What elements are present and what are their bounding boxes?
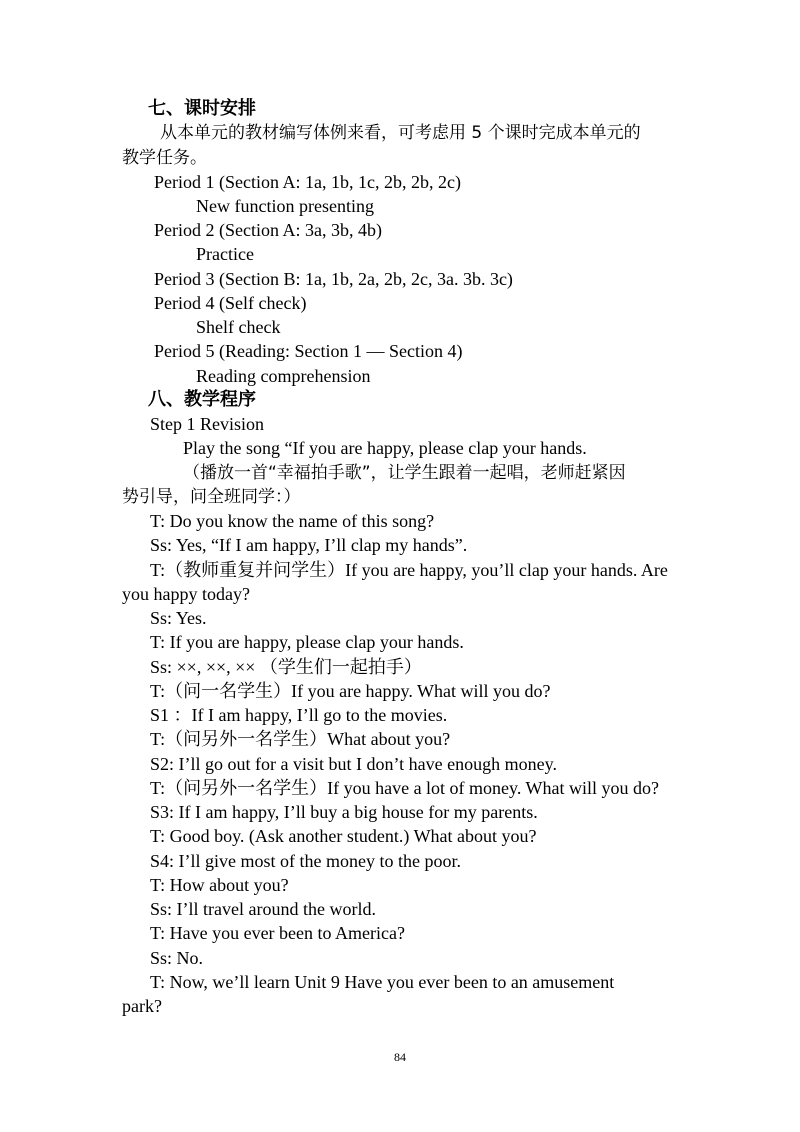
dialogue-line: T: If you are happy, please clap your hands. [150, 632, 464, 652]
teacher-note-line-2: 势引导，问全班同学：） [122, 487, 301, 507]
period-1-line: Period 1 (Section A: 1a, 1b, 1c, 2b, 2b, 2c) [154, 172, 461, 192]
dialogue-line: T: Now, we’ll learn Unit 9 Have you ever been to an amusement [150, 972, 615, 992]
section-heading-schedule: 七、课时安排 [148, 98, 256, 119]
dialogue-line-continued: park? [122, 996, 162, 1016]
step-1-label: Step 1 Revision [150, 414, 265, 434]
period-5-description: Reading comprehension [196, 366, 371, 386]
schedule-intro-line-1: 从本单元的教材编写体例来看，可考虑用 5 个课时完成本单元的 [160, 123, 641, 143]
dialogue-line: Ss: Yes. [150, 608, 207, 628]
schedule-intro-line-2: 教学任务。 [122, 148, 207, 168]
period-5-line: Period 5 (Reading: Section 1 — Section 4) [154, 341, 463, 361]
dialogue-line: T:（教师重复并问学生）If you are happy, you’ll clap your hands. Are [150, 560, 668, 580]
song-instruction: Play the song “If you are happy, please clap your hands. [183, 438, 587, 458]
period-3-line: Period 3 (Section B: 1a, 1b, 2a, 2b, 2c, 3a. 3b. 3c) [154, 269, 513, 289]
section-heading-procedure: 八、教学程序 [148, 389, 256, 410]
dialogue-line: S2: I’ll go out for a visit but I don’t have enough money. [150, 754, 557, 774]
dialogue-line: Ss: I’ll travel around the world. [150, 899, 376, 919]
period-2-line: Period 2 (Section A: 3a, 3b, 4b) [154, 220, 382, 240]
dialogue-line: T: Do you know the name of this song? [150, 511, 435, 531]
period-4-description: Shelf check [196, 317, 281, 337]
dialogue-line: Ss: ××, ××, ×× （学生们一起拍手） [150, 657, 422, 677]
dialogue-line: Ss: No. [150, 948, 204, 968]
period-1-description: New function presenting [196, 196, 374, 216]
dialogue-line: T: How about you? [150, 875, 289, 895]
dialogue-line: Ss: Yes, “If I am happy, I’ll clap my hands”. [150, 535, 468, 555]
dialogue-line: T: Good boy. (Ask another student.) What about you? [150, 826, 537, 846]
dialogue-line: T:（问一名学生）If you are happy. What will you do? [150, 681, 551, 701]
dialogue-line: T:（问另外一名学生）If you have a lot of money. What will you do? [150, 778, 660, 798]
dialogue-line: T: Have you ever been to America? [150, 923, 405, 943]
dialogue-line: S4: I’ll give most of the money to the poor. [150, 851, 461, 871]
period-4-line: Period 4 (Self check) [154, 293, 307, 313]
page-number: 84 [394, 1050, 406, 1064]
teacher-note-line-1: （播放一首“幸福拍手歌”，让学生跟着一起唱，老师赶紧因 [183, 463, 626, 483]
dialogue-line: S3: If I am happy, I’ll buy a big house for my parents. [150, 802, 538, 822]
dialogue-line-continued: you happy today? [122, 584, 250, 604]
dialogue-line: S1 ：If I am happy, I’ll go to the movies. [150, 705, 448, 725]
period-2-description: Practice [196, 244, 254, 264]
dialogue-line: T:（问另外一名学生）What about you? [150, 729, 451, 749]
